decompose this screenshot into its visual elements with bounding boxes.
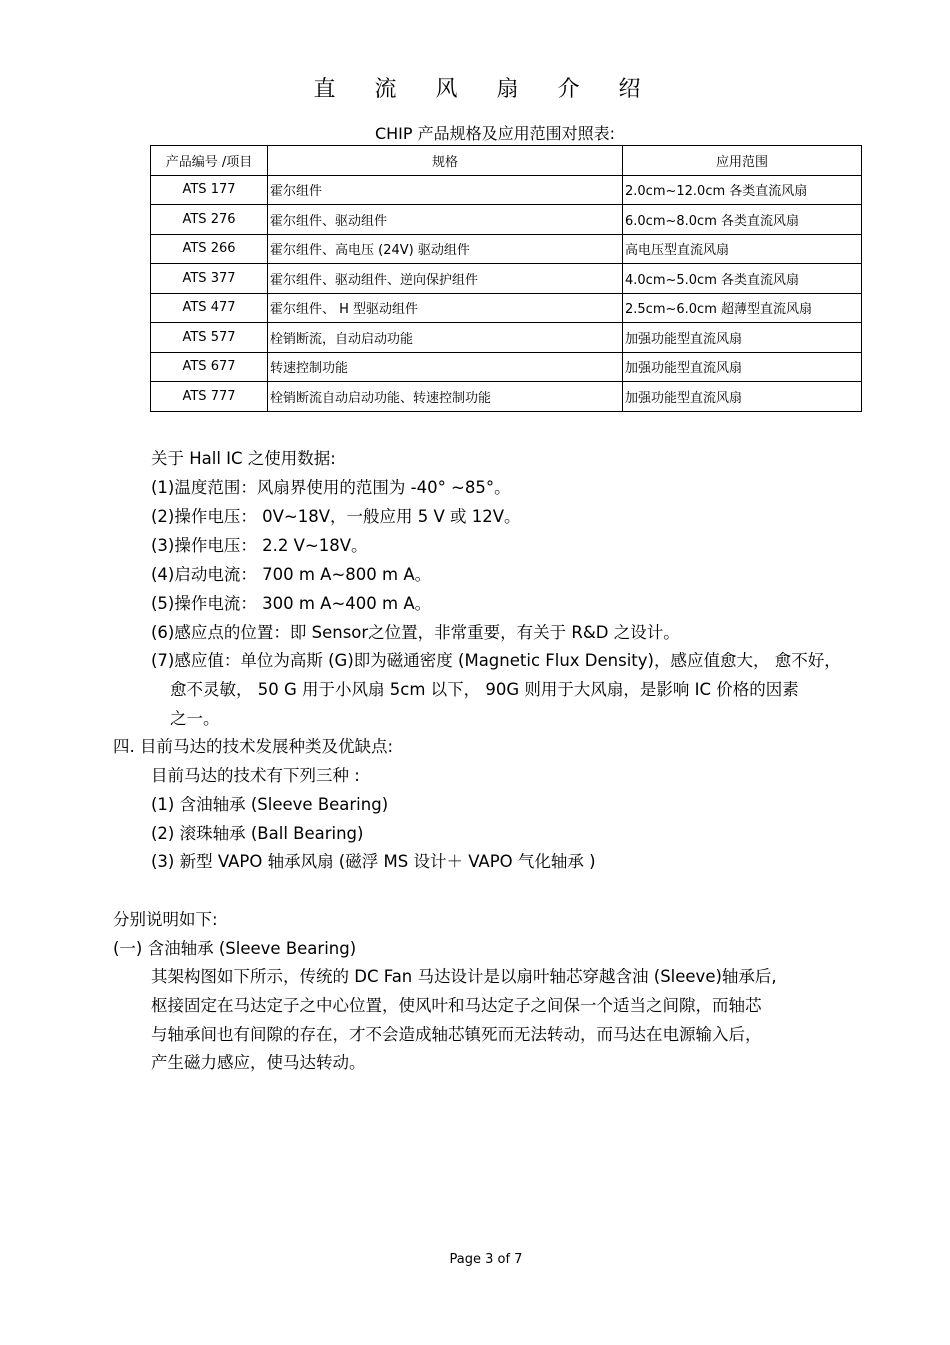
cell-code: ATS 577 xyxy=(151,323,268,353)
hall-ic-heading: 关于 Hall IC 之使用数据: xyxy=(151,449,336,468)
cell-application: 2.5cm~6.0cm 超薄型直流风扇 xyxy=(623,293,862,323)
header-product-code: 产品编号 /项目 xyxy=(151,146,268,176)
list-item: (1) 含油轴承 (Sleeve Bearing) xyxy=(151,795,389,814)
cell-application: 6.0cm~8.0cm 各类直流风扇 xyxy=(623,205,862,235)
hall-ic-item: (5)操作电流： 300 m A~400 m A。 xyxy=(151,594,432,613)
table-row xyxy=(151,205,862,235)
list-item: (2) 滚珠轴承 (Ball Bearing) xyxy=(151,824,364,843)
paragraph-line: 产生磁力感应，使马达转动。 xyxy=(151,1053,366,1072)
hall-ic-item: (3)操作电压： 2.2 V~18V。 xyxy=(151,536,368,555)
cell-code: ATS 677 xyxy=(151,352,268,382)
subsection-heading: (一) 含油轴承 (Sleeve Bearing) xyxy=(113,939,357,958)
table-caption: CHIP 产品规格及应用范围对照表: xyxy=(374,124,616,143)
paragraph-line: 其架构图如下所示，传统的 DC Fan 马达设计是以扇叶轴芯穿越含油 (Sleeve)轴承后, xyxy=(151,967,777,986)
table-row xyxy=(151,323,862,353)
cell-code: ATS 477 xyxy=(151,293,268,323)
cell-spec: 霍尔组件、驱动组件 xyxy=(268,205,623,235)
paragraph-line: 目前马达的技术有下列三种 : xyxy=(151,766,360,785)
list-item: (3) 新型 VAPO 轴承风扇 (磁浮 MS 设计＋ VAPO 气化轴承 ) xyxy=(151,852,596,871)
cell-spec: 栓销断流自动启动功能、转速控制功能 xyxy=(268,382,623,412)
hall-ic-item: (7)感应值：单位为高斯 (G)即为磁通密度 (Magnetic Flux Density)，感应值愈大， 愈不好， xyxy=(151,651,841,670)
cell-spec: 霍尔组件、 H 型驱动组件 xyxy=(268,293,623,323)
spec-table xyxy=(150,145,862,412)
table-row xyxy=(151,264,862,294)
header-application: 应用范围 xyxy=(623,146,862,176)
table-row xyxy=(151,352,862,382)
table-row xyxy=(151,175,862,205)
paragraph-line: 枢接固定在马达定子之中心位置，使风叶和马达定子之间保一个适当之间隙，而轴芯 xyxy=(151,996,762,1015)
cell-spec: 霍尔组件、高电压 (24V) 驱动组件 xyxy=(268,234,623,264)
hall-ic-item: (2)操作电压： 0V~18V，一般应用 5 V 或 12V。 xyxy=(151,507,521,526)
hall-ic-item: (4)启动电流： 700 m A~800 m A。 xyxy=(151,565,432,584)
hall-ic-item-continued: 愈不灵敏， 50 G 用于小风扇 5cm 以下， 90G 则用于大风扇，是影响 IC 价格的因素 xyxy=(170,680,799,699)
paragraph-line: 分别说明如下: xyxy=(113,910,218,929)
cell-application: 2.0cm~12.0cm 各类直流风扇 xyxy=(623,175,862,205)
table-header-row xyxy=(151,146,862,176)
table-row xyxy=(151,293,862,323)
hall-ic-item-continued: 之一。 xyxy=(170,709,220,728)
header-spec: 规格 xyxy=(268,146,623,176)
cell-application: 加强功能型直流风扇 xyxy=(623,352,862,382)
cell-application: 加强功能型直流风扇 xyxy=(623,382,862,412)
cell-code: ATS 377 xyxy=(151,264,268,294)
page-footer: Page 3 of 7 xyxy=(449,1252,523,1267)
cell-code: ATS 777 xyxy=(151,382,268,412)
section-heading: 四. 目前马达的技术发展种类及优缺点: xyxy=(113,737,394,756)
cell-application: 4.0cm~5.0cm 各类直流风扇 xyxy=(623,264,862,294)
table-row xyxy=(151,234,862,264)
cell-code: ATS 276 xyxy=(151,205,268,235)
cell-spec: 霍尔组件、驱动组件、逆向保护组件 xyxy=(268,264,623,294)
page-title: 直 流 风 扇 介 绍 xyxy=(313,77,657,102)
cell-application: 加强功能型直流风扇 xyxy=(623,323,862,353)
cell-code: ATS 177 xyxy=(151,175,268,205)
cell-code: ATS 266 xyxy=(151,234,268,264)
cell-application: 高电压型直流风扇 xyxy=(623,234,862,264)
hall-ic-item: (6)感应点的位置：即 Sensor之位置，非常重要，有关于 R&D 之设计。 xyxy=(151,623,680,642)
cell-spec: 霍尔组件 xyxy=(268,175,623,205)
hall-ic-item: (1)温度范围：风扇界使用的范围为 -40° ~85°。 xyxy=(151,478,511,497)
cell-spec: 栓销断流，自动启动功能 xyxy=(268,323,623,353)
table-row xyxy=(151,382,862,412)
cell-spec: 转速控制功能 xyxy=(268,352,623,382)
paragraph-line: 与轴承间也有间隙的存在，才不会造成轴芯镇死而无法转动，而马达在电源输入后， xyxy=(151,1025,762,1044)
